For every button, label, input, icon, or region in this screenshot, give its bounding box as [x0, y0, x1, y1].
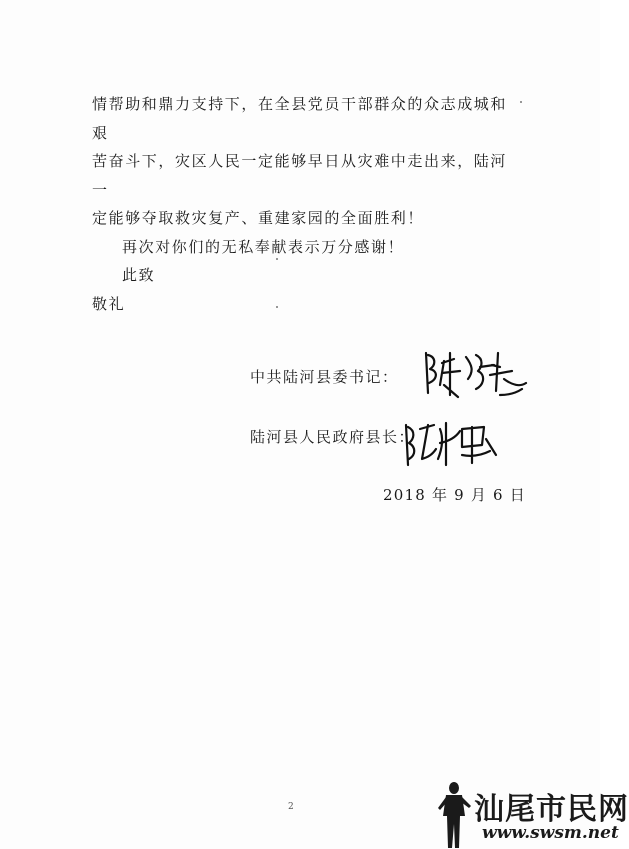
body-line-2: 苦奋斗下，灾区人民一定能够早日从灾难中走出来，陆河一: [92, 152, 508, 199]
magistrate-title: 陆河县人民政府县长：: [250, 428, 416, 446]
magistrate-handwritten-signature: [400, 415, 500, 475]
page-number: 2: [288, 802, 294, 812]
scan-speck: [276, 306, 278, 308]
site-watermark: [430, 780, 629, 849]
person-silhouette-icon: [434, 780, 476, 849]
scan-speck: [276, 258, 278, 260]
watermark-site-name: 汕尾市民网: [474, 792, 629, 827]
letter-body: [92, 90, 522, 318]
letter-date: 2018 年 9 月 6 日: [383, 486, 526, 504]
watermark-url: www.swsm.net: [482, 823, 619, 843]
secretary-title: 中共陆河县委书记：: [250, 368, 399, 386]
body-line-3: 定能够夺取救灾复产、重建家园的全面胜利！: [92, 209, 425, 227]
closing-cizhi: 此致: [122, 266, 156, 284]
closing-jingli: 敬礼: [92, 294, 126, 313]
body-line-1: 情帮助和鼎力支持下，在全县党员干部群众的众志成城和艰: [92, 95, 508, 142]
thanks-line: 再次对你们的无私奉献表示万分感谢！: [122, 237, 405, 256]
scan-speck: [520, 101, 522, 103]
secretary-handwritten-signature: [420, 345, 530, 405]
